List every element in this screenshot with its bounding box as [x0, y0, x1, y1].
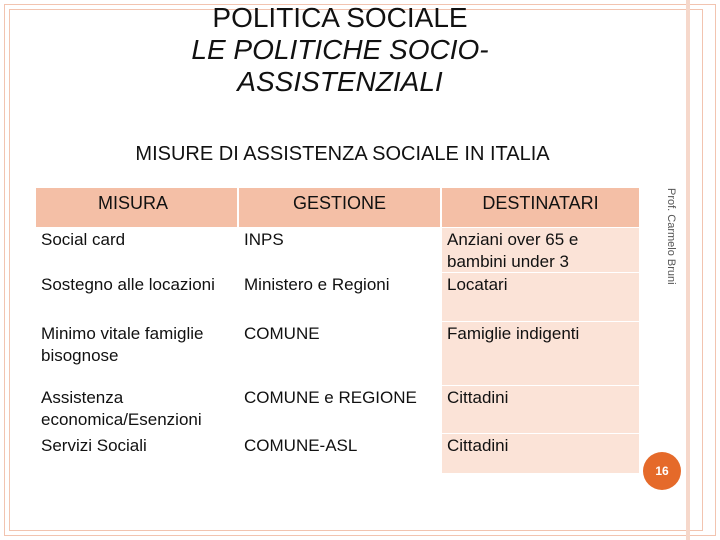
table-header-row — [36, 188, 641, 228]
page-number-badge: 16 — [643, 452, 681, 490]
cell-destinatari: Famiglie indigenti — [442, 322, 641, 386]
cell-gestione: COMUNE-ASL — [239, 434, 442, 474]
cell-gestione: Ministero e Regioni — [239, 273, 442, 322]
cell-destinatari: Locatari — [442, 273, 641, 322]
table-row — [36, 434, 641, 474]
title-line-1: POLITICA SOCIALE — [212, 2, 468, 33]
cell-misura: Servizi Sociali — [36, 434, 239, 474]
cell-destinatari: Anziani over 65 e bambini under 3 — [442, 228, 641, 273]
cell-destinatari: Cittadini — [442, 386, 641, 434]
header-gestione: GESTIONE — [239, 188, 442, 228]
cell-misura: Minimo vitale famiglie bisognose — [36, 322, 239, 386]
table-row — [36, 273, 641, 322]
title-line-2: LE POLITICHE SOCIO- — [191, 34, 489, 65]
cell-destinatari: Cittadini — [442, 434, 641, 474]
cell-gestione: INPS — [239, 228, 442, 273]
measures-table — [36, 188, 641, 474]
table-row — [36, 228, 641, 273]
side-band — [686, 0, 690, 540]
cell-gestione: COMUNE e REGIONE — [239, 386, 442, 434]
table-row — [36, 322, 641, 386]
header-misura: MISURA — [36, 188, 239, 228]
slide-title — [90, 2, 590, 98]
table-row — [36, 386, 641, 434]
author-label: Prof. Carmelo Bruni — [665, 188, 677, 285]
cell-misura: Sostegno alle locazioni — [36, 273, 239, 322]
cell-misura: Social card — [36, 228, 239, 273]
title-line-3: ASSISTENZIALI — [237, 66, 443, 97]
slide-subtitle: MISURE DI ASSISTENZA SOCIALE IN ITALIA — [135, 143, 550, 165]
cell-misura: Assistenza economica/Esenzioni — [36, 386, 239, 434]
header-destinatari: DESTINATARI — [442, 188, 641, 228]
cell-gestione: COMUNE — [239, 322, 442, 386]
